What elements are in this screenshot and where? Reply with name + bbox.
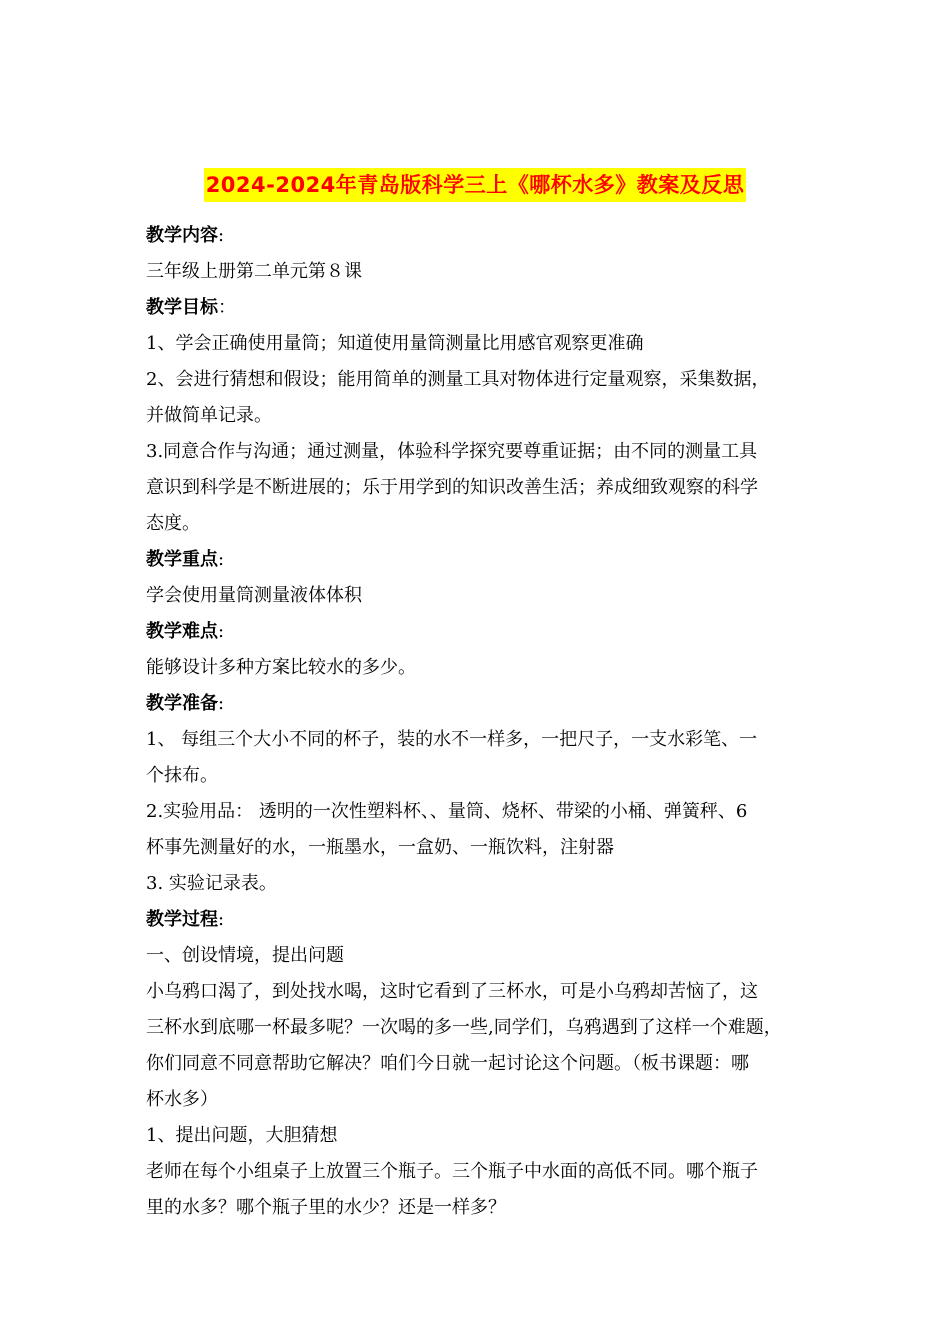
- heading-colon: ：: [218, 297, 236, 318]
- heading-colon: :: [218, 549, 225, 570]
- document-body: [146, 218, 810, 1226]
- heading-colon: :: [218, 621, 225, 642]
- paragraph-line: [146, 1154, 810, 1190]
- paragraph-text: 一、创设情境，提出问题: [146, 945, 344, 966]
- section-heading: [146, 542, 810, 578]
- paragraph-text: 意识到科学是不断进展的；乐于用学到的知识改善生活；养成细致观察的科学: [146, 477, 758, 498]
- section-heading-text: 教学内容: [146, 225, 218, 246]
- paragraph-text: 里的水多？哪个瓶子里的水少？还是一样多？: [146, 1197, 506, 1218]
- section-heading-text: 教学难点: [146, 621, 218, 642]
- paragraph-line: [146, 362, 810, 398]
- paragraph-line: [146, 974, 810, 1010]
- paragraph-line: [146, 938, 810, 974]
- paragraph-text: 2.实验用品： 透明的一次性塑料杯、、量筒、烧杯、带梁的小桶、弹簧秤、6: [146, 801, 748, 822]
- paragraph-line: [146, 1190, 810, 1226]
- paragraph-text: 并做简单记录。: [146, 405, 272, 426]
- paragraph-text: 三杯水到底哪一杯最多呢？一次喝的多一些,同学们，乌鸦遇到了这样一个难题，: [146, 1017, 782, 1038]
- paragraph-line: [146, 794, 810, 830]
- paragraph-text: 态度。: [146, 513, 200, 534]
- paragraph-text: 3.同意合作与沟通；通过测量，体验科学探究要尊重证据；由不同的测量工具: [146, 441, 758, 462]
- document-title: 2024-2024年青岛版科学三上《哪杯水多》教案及反思: [204, 168, 747, 202]
- paragraph-text: 三年级上册第二单元第８课: [146, 261, 362, 282]
- paragraph-text: 1、 每组三个大小不同的杯子，装的水不一样多，一把尺子，一支水彩笔、一: [146, 729, 758, 750]
- paragraph-line: [146, 506, 810, 542]
- paragraph-line: [146, 1082, 810, 1118]
- paragraph-line: [146, 650, 810, 686]
- paragraph-line: [146, 1010, 810, 1046]
- paragraph-text: 个抹布。: [146, 765, 218, 786]
- section-heading: [146, 218, 810, 254]
- paragraph-text: 杯水多）: [146, 1089, 218, 1110]
- heading-colon: :: [218, 909, 225, 930]
- section-heading-text: 教学过程: [146, 909, 218, 930]
- paragraph-text: 杯事先测量好的水，一瓶墨水，一盒奶、一瓶饮料，注射器: [146, 837, 614, 858]
- paragraph-line: [146, 398, 810, 434]
- section-heading-text: 教学准备: [146, 693, 218, 714]
- paragraph-text: 1、提出问题，大胆猜想: [146, 1125, 338, 1146]
- paragraph-text: 1、学会正确使用量筒；知道使用量筒测量比用感官观察更准确: [146, 333, 644, 354]
- paragraph-text: 学会使用量筒测量液体体积: [146, 585, 362, 606]
- section-heading: [146, 902, 810, 938]
- section-heading: [146, 290, 810, 326]
- paragraph-line: [146, 866, 810, 902]
- paragraph-line: [146, 434, 810, 470]
- paragraph-text: 小乌鸦口渴了，到处找水喝，这时它看到了三杯水，可是小乌鸦却苦恼了，这: [146, 981, 758, 1002]
- paragraph-line: [146, 758, 810, 794]
- paragraph-line: [146, 578, 810, 614]
- section-heading-text: 教学重点: [146, 549, 218, 570]
- paragraph-text: 2、会进行猜想和假设；能用简单的测量工具对物体进行定量观察，采集数据，: [146, 369, 770, 390]
- title-container: [0, 168, 950, 202]
- paragraph-line: [146, 470, 810, 506]
- section-heading: [146, 614, 810, 650]
- heading-colon: :: [218, 225, 225, 246]
- paragraph-text: 你们同意不同意帮助它解决？咱们今日就一起讨论这个问题。（板书课题：哪: [146, 1053, 749, 1074]
- paragraph-line: [146, 326, 810, 362]
- paragraph-line: [146, 1118, 810, 1154]
- heading-colon: :: [218, 693, 225, 714]
- paragraph-line: [146, 1046, 810, 1082]
- paragraph-text: 3. 实验记录表。: [146, 873, 277, 894]
- paragraph-text: 老师在每个小组桌子上放置三个瓶子。三个瓶子中水面的高低不同。哪个瓶子: [146, 1161, 758, 1182]
- section-heading: [146, 686, 810, 722]
- paragraph-line: [146, 254, 810, 290]
- section-heading-text: 教学目标: [146, 297, 218, 318]
- paragraph-line: [146, 830, 810, 866]
- paragraph-line: [146, 722, 810, 758]
- paragraph-text: 能够设计多种方案比较水的多少。: [146, 657, 416, 678]
